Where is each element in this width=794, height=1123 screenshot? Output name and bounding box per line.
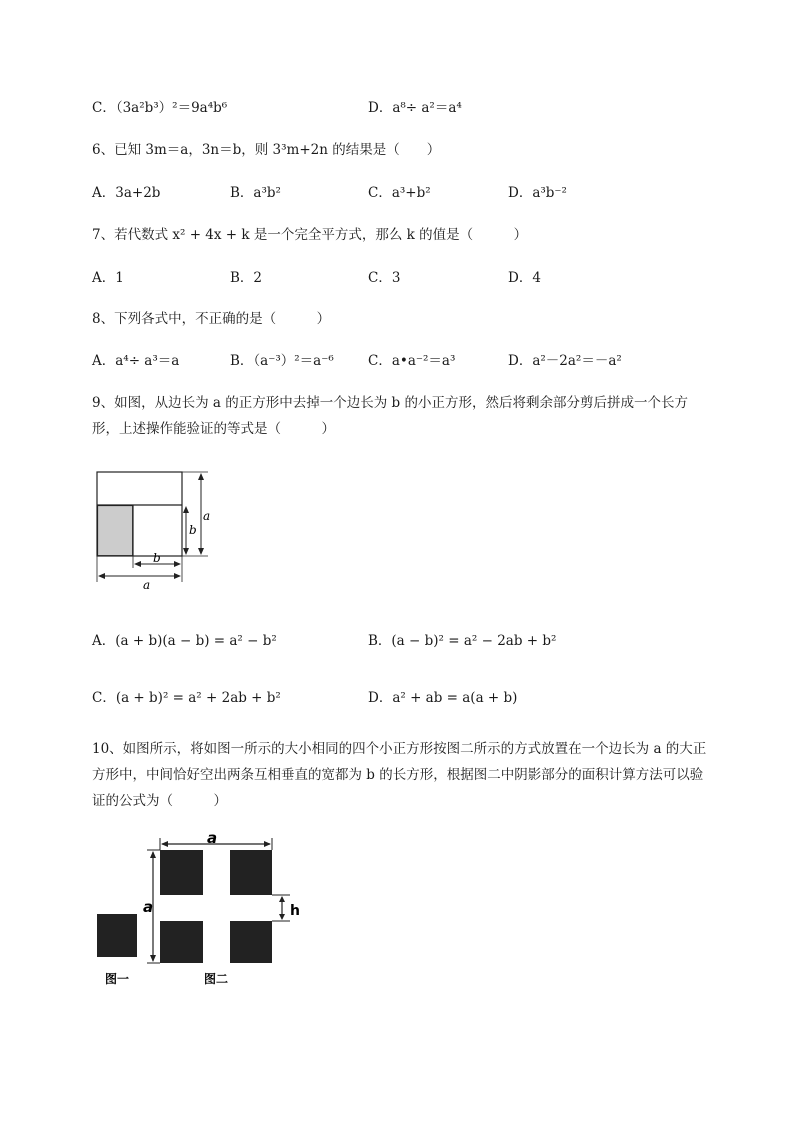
q9-label-b-bottom: b (153, 551, 161, 565)
q8-stem: 8、下列各式中，不正确的是（ ） (92, 311, 331, 327)
q9-label-b-right: b (189, 523, 197, 537)
q6-option-c: C．a³+b² (368, 185, 431, 201)
q10-label-a-left: a (143, 898, 154, 916)
q8-option-c: C．a•a⁻²＝a³ (368, 353, 456, 369)
q8-option-d: D．a²－2a²＝－a² (508, 353, 622, 369)
q8-option-a: A．a⁴÷ a³＝a (92, 353, 180, 369)
q7-option-b: B．2 (230, 270, 263, 286)
q7-option-a: A．1 (92, 270, 124, 286)
q6-stem: 6、已知 3m＝a，3n＝b，则 3³m+2n 的结果是（ ） (92, 142, 441, 158)
q10-label-h: h (290, 903, 300, 919)
q7-stem: 7、若代数式 x² + 4x + k 是一个完全平方式，那么 k 的值是（ ） (92, 227, 528, 243)
q7-option-d: D．4 (508, 270, 541, 286)
q9-option-d: D．a² + ab = a(a + b) (368, 690, 518, 706)
q6-option-d: D．a³b⁻² (508, 185, 567, 201)
q10-caption-1: 图一 (105, 972, 130, 986)
q9-shaded-rect (98, 506, 133, 556)
q10-small-square (97, 914, 137, 957)
q10-label-a-top: a (207, 829, 218, 847)
q9-stem: 9、如图，从边长为 a 的正方形中去掉一个边长为 b 的小正方形，然后将剩余部分剪后拼成一个长方形，上述操作能验证的等式是（ ） (92, 395, 688, 437)
q10-stem: 10、如图所示，将如图一所示的大小相同的四个小正方形按图二所示的方式放置在一个边长为 a 的大正方形中，中间恰好空出两条互相垂直的宽都为 b 的长方形，根据图二中阴影部分的面积计算方法可以验证的公式为（ ） (92, 741, 707, 809)
q9-option-c: C．(a + b)² = a² + 2ab + b² (92, 690, 281, 706)
q8-option-b: B．（a⁻³）²＝a⁻⁶ (230, 353, 334, 369)
q5-option-c: C．（3a²b³）²＝9a⁴b⁶ (92, 100, 228, 116)
q6-option-b: B．a³b² (230, 185, 281, 201)
q9-label-a-bottom: a (143, 578, 151, 592)
q9-option-b: B．(a − b)² = a² − 2ab + b² (368, 633, 557, 649)
q10-cross-vertical (203, 850, 230, 963)
q9-figure (88, 464, 228, 594)
q10-caption-2: 图二 (204, 972, 229, 986)
q6-option-a: A．3a+2b (92, 185, 161, 201)
q7-option-c: C．3 (368, 270, 401, 286)
q9-option-a: A．(a + b)(a − b) = a² − b² (92, 633, 277, 649)
q9-label-a-right: a (203, 509, 211, 523)
q5-option-d: D．a⁸÷ a²＝a⁴ (368, 100, 462, 116)
q10-figure (92, 828, 312, 993)
